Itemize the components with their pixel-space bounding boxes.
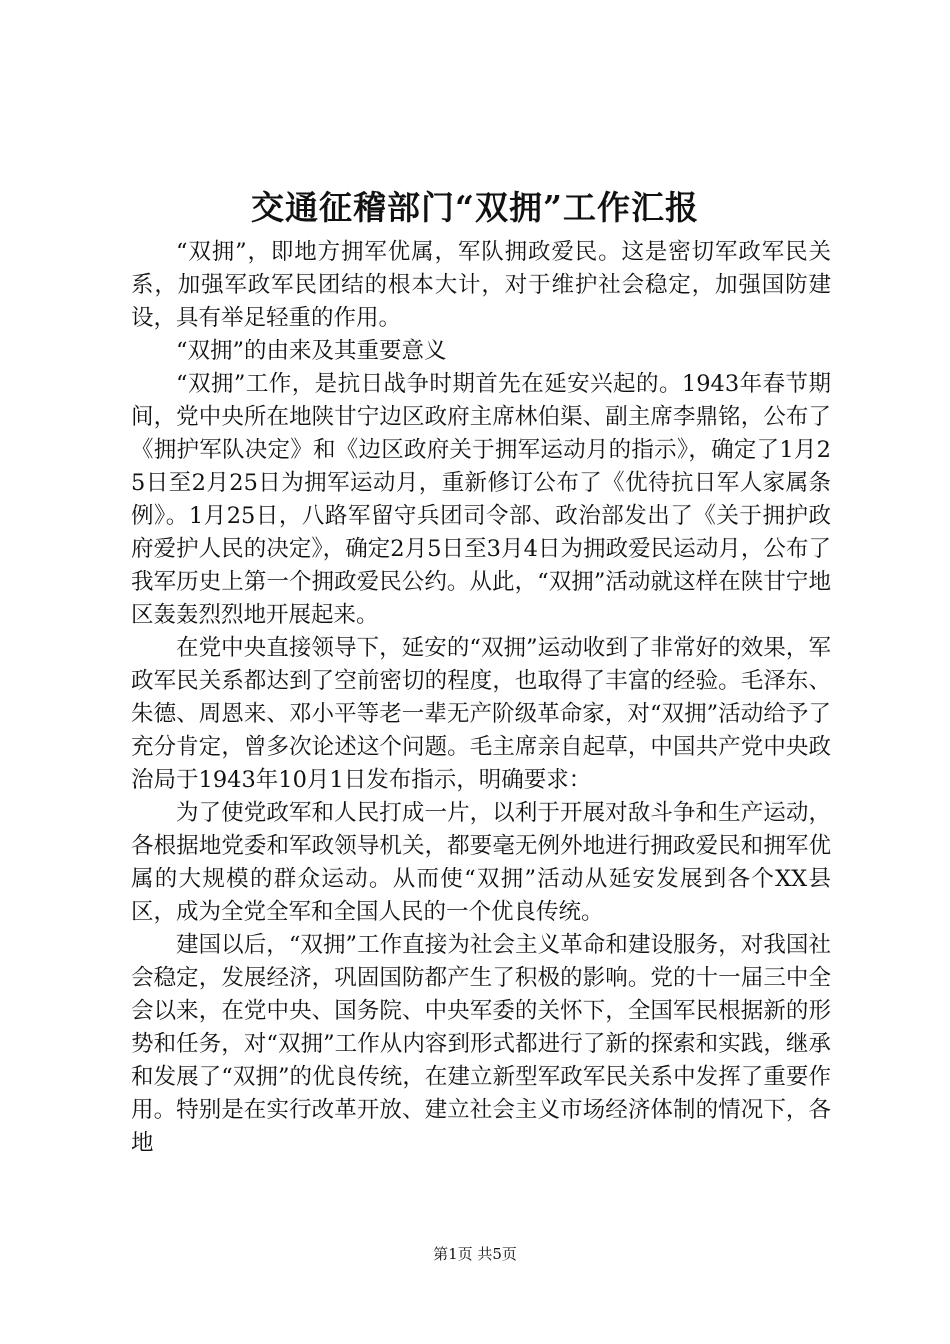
document-body [131,236,831,1160]
paragraph-intro: “双拥”，即地方拥军优属，军队拥政爱民。这是密切军政军民关系，加强军政军民团结的根本大计，对于维护社会稳定，加强国防建设，具有举足轻重的作用。 [131,239,831,331]
paragraph-after-founding: 建国以后，“双拥”工作直接为社会主义革命和建设服务，对我国社会稳定，发展经济，巩固国防都产生了积极的影响。党的十一届三中全会以来，在党中央、国务院、中央军委的关怀下，全国军民根据新的形势和任务，对“双拥”工作从内容到形式都进行了新的探索和实践，继承和发展了“双拥”的优良传统，在建立新型军政军民关系中发挥了重要作用。特别是在实行改革开放、建立社会主义市场经济体制的情况下，各地 [131,932,831,1156]
page-footer: 第1页 共5页 [433,1245,517,1263]
section-heading: “双拥”的由来及其重要意义 [176,338,447,364]
paragraph-origin: “双拥”工作，是抗日战争时期首先在延安兴起的。1943年春节期间，党中央所在地陕甘宁边区政府主席林伯渠、副主席李鼎铭，公布了《拥护军队决定》和《边区政府关于拥军运动月的指示》，确定了1月25日至2月25日为拥军运动月，重新修订公布了《优待抗日军人家属条例》。1月25日，八路军留守兵团司令部、政治部发出了《关于拥护政府爱护人民的决定》，确定2月5日至3月4日为拥政爱民运动月，公布了我军历史上第一个拥政爱民公约。从此，“双拥”活动就这样在陕甘宁地区轰轰烈烈地开展起来。 [131,371,831,628]
paragraph-directive: 为了使党政军和人民打成一片，以利于开展对敌斗争和生产运动，各根据地党委和军政领导机关，都要毫无例外地进行拥政爱民和拥军优属的大规模的群众运动。从而使“双拥”活动从延安发展到各个XX县区，成为全党全军和全国人民的一个优良传统。 [131,800,831,925]
document-title: 交通征稽部门“双拥”工作汇报 [251,188,699,227]
paragraph-yanan: 在党中央直接领导下，延安的“双拥”运动收到了非常好的效果，军政军民关系都达到了空前密切的程度，也取得了丰富的经验。毛泽东、朱德、周恩来、邓小平等老一辈无产阶级革命家，对“双拥”活动给予了充分肯定，曾多次论述这个问题。毛主席亲自起草，中国共产党中央政治局于1943年10月1日发布指示，明确要求： [131,635,831,793]
